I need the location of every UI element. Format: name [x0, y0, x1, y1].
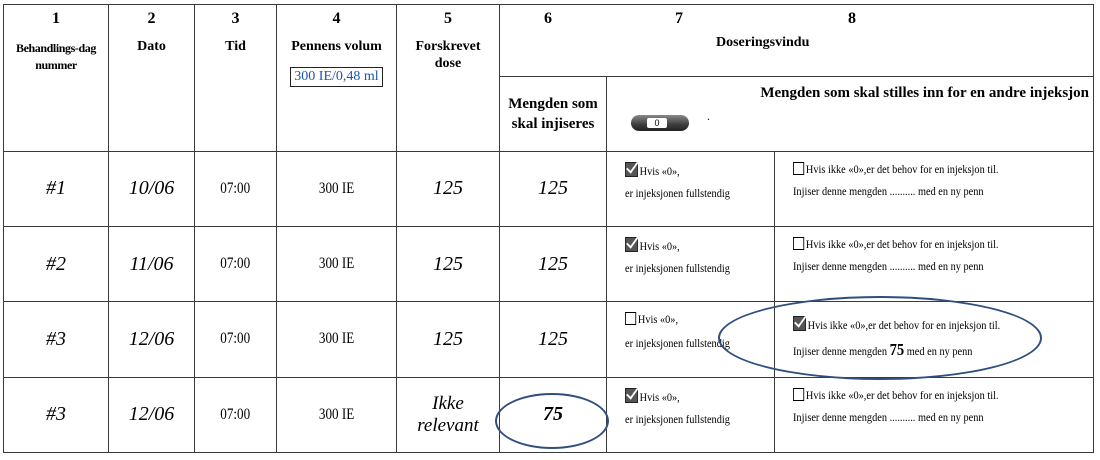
c8-line1: Hvis ikke «0»,er det behov for en injeksjon til. — [805, 161, 999, 176]
date-cell — [109, 302, 195, 377]
c8-amount: .......... — [889, 409, 916, 424]
unchecked-box-icon[interactable] — [793, 162, 804, 175]
day-value: #2 — [46, 252, 66, 275]
time-value: 07:00 — [220, 255, 251, 273]
c8-line2b: med en ny penn — [906, 344, 973, 359]
second-injection-cell — [775, 302, 1094, 377]
day-cell — [4, 302, 109, 377]
volume-value: 300 IE — [318, 255, 355, 273]
checked-box-icon[interactable] — [793, 316, 806, 331]
c8-amount: .......... — [889, 183, 916, 198]
pen-dose-window-icon — [631, 115, 689, 131]
second-injection-header — [607, 77, 1094, 151]
date-value: 12/06 — [128, 403, 175, 426]
date-value: 11/06 — [129, 252, 174, 275]
col1-number: 1 — [52, 10, 60, 27]
unchecked-box-icon[interactable] — [793, 237, 804, 250]
c8-line2b: med en ny penn — [917, 183, 984, 198]
date-cell — [109, 377, 195, 452]
dosing-window-label: Doseringsvindu — [716, 35, 810, 50]
date-cell — [109, 151, 195, 226]
col5-header — [397, 5, 500, 152]
c7-line1: Hvis «0», — [639, 238, 680, 253]
volume-value: 300 IE — [318, 179, 355, 197]
inject-cell — [500, 302, 607, 377]
table-row — [4, 226, 1094, 301]
table-row — [4, 302, 1094, 377]
volume-cell — [277, 377, 397, 452]
col3-header — [195, 5, 277, 152]
checked-box-icon[interactable] — [625, 162, 638, 177]
col7-number: 7 — [675, 10, 683, 27]
inject-value: 125 — [538, 252, 568, 275]
day-cell — [4, 377, 109, 452]
c7-line2: er injeksjonen fullstendig — [625, 411, 730, 426]
c8-line2b: med en ny penn — [917, 258, 984, 273]
volume-value: 300 IE — [318, 405, 355, 423]
inject-value: 125 — [538, 327, 568, 350]
c8-line1: Hvis ikke «0»,er det behov for en injeksjon til. — [805, 387, 999, 402]
col4-header — [277, 5, 397, 152]
inject-cell — [500, 377, 607, 452]
volume-cell — [277, 151, 397, 226]
col1-header — [4, 5, 109, 152]
time-cell — [195, 226, 277, 301]
date-value: 10/06 — [128, 177, 175, 200]
dosing-table — [3, 4, 1094, 453]
c7-line2: er injeksjonen fullstendig — [625, 185, 730, 200]
dose-value: Ikke relevant — [417, 392, 479, 436]
c7-line2: er injeksjonen fullstendig — [625, 336, 730, 351]
volume-cell — [277, 302, 397, 377]
c7-line2: er injeksjonen fullstendig — [625, 260, 730, 275]
dose-cell — [397, 226, 500, 301]
dose-cell — [397, 302, 500, 377]
time-cell — [195, 151, 277, 226]
complete-check-cell — [607, 151, 775, 226]
day-cell — [4, 151, 109, 226]
c8-line2b: med en ny penn — [917, 409, 984, 424]
c7-line1: Hvis «0», — [639, 389, 680, 404]
col5-number: 5 — [444, 10, 452, 27]
c8-line2a: Injiser denne mengden — [793, 409, 887, 424]
complete-check-cell — [607, 302, 775, 377]
dose-cell — [397, 151, 500, 226]
c8-line1: Hvis ikke «0»,er det behov for en injeksjon til. — [807, 318, 1001, 333]
inject-amount-header: Mengden som skal injiseres — [500, 77, 607, 151]
time-value: 07:00 — [220, 330, 251, 348]
volume-cell — [277, 226, 397, 301]
day-value: #3 — [46, 327, 66, 350]
time-value: 07:00 — [220, 179, 251, 197]
second-injection-cell — [775, 226, 1094, 301]
checked-box-icon[interactable] — [625, 388, 638, 403]
dose-value: 125 — [433, 327, 463, 350]
dose-value: 125 — [433, 252, 463, 275]
unchecked-box-icon[interactable] — [625, 312, 636, 325]
time-cell — [195, 302, 277, 377]
inject-cell — [500, 226, 607, 301]
col1-label: Behandlings-dag nummer — [15, 41, 97, 72]
checked-box-icon[interactable] — [625, 237, 638, 252]
date-value: 12/06 — [128, 327, 175, 350]
dose-cell — [397, 377, 500, 452]
second-injection-cell — [775, 377, 1094, 452]
col8-number: 8 — [848, 10, 856, 27]
c8-line2a: Injiser denne mengden — [793, 344, 887, 359]
c8-line2a: Injiser denne mengden — [793, 183, 887, 198]
table-row — [4, 151, 1094, 226]
col2-header — [109, 5, 195, 152]
c8-amount: .......... — [889, 258, 916, 273]
col4-number: 4 — [332, 10, 341, 27]
time-cell — [195, 377, 277, 452]
day-value: #1 — [46, 177, 66, 200]
c8-line2a: Injiser denne mengden — [793, 258, 887, 273]
dose-value: 125 — [433, 177, 463, 200]
col6-number: 6 — [544, 10, 552, 27]
day-value: #3 — [46, 403, 66, 426]
dosing-window-header — [500, 5, 1094, 77]
inject-cell — [500, 151, 607, 226]
table-row — [4, 377, 1094, 452]
complete-check-cell — [607, 377, 775, 452]
day-cell — [4, 226, 109, 301]
c8-amount: 75 — [889, 340, 905, 360]
c8-line1: Hvis ikke «0»,er det behov for en injeksjon til. — [805, 236, 999, 251]
pen-volume-field: 300 IE/0,48 ml — [290, 67, 382, 87]
col2-number: 2 — [147, 10, 156, 27]
second-injection-label: Mengden som skal stilles inn for en andre injeksjon — [760, 85, 1090, 102]
inject-value: 125 — [538, 177, 568, 200]
header-dot: . — [707, 109, 710, 124]
inject-value: 75 — [543, 403, 563, 426]
col4-label: Pennens volum — [291, 39, 382, 54]
unchecked-box-icon[interactable] — [793, 388, 804, 401]
date-cell — [109, 226, 195, 301]
col3-label: Tid — [225, 39, 246, 54]
complete-check-cell — [607, 226, 775, 301]
pen-window-value: 0 — [647, 118, 667, 128]
volume-value: 300 IE — [318, 330, 355, 348]
c7-line1: Hvis «0», — [637, 312, 679, 327]
col3-number: 3 — [231, 10, 240, 27]
c7-line1: Hvis «0», — [639, 163, 680, 178]
second-injection-cell — [775, 151, 1094, 226]
col2-label: Dato — [137, 39, 166, 54]
time-value: 07:00 — [220, 405, 251, 423]
col5-label: Forskrevet dose — [415, 39, 481, 71]
